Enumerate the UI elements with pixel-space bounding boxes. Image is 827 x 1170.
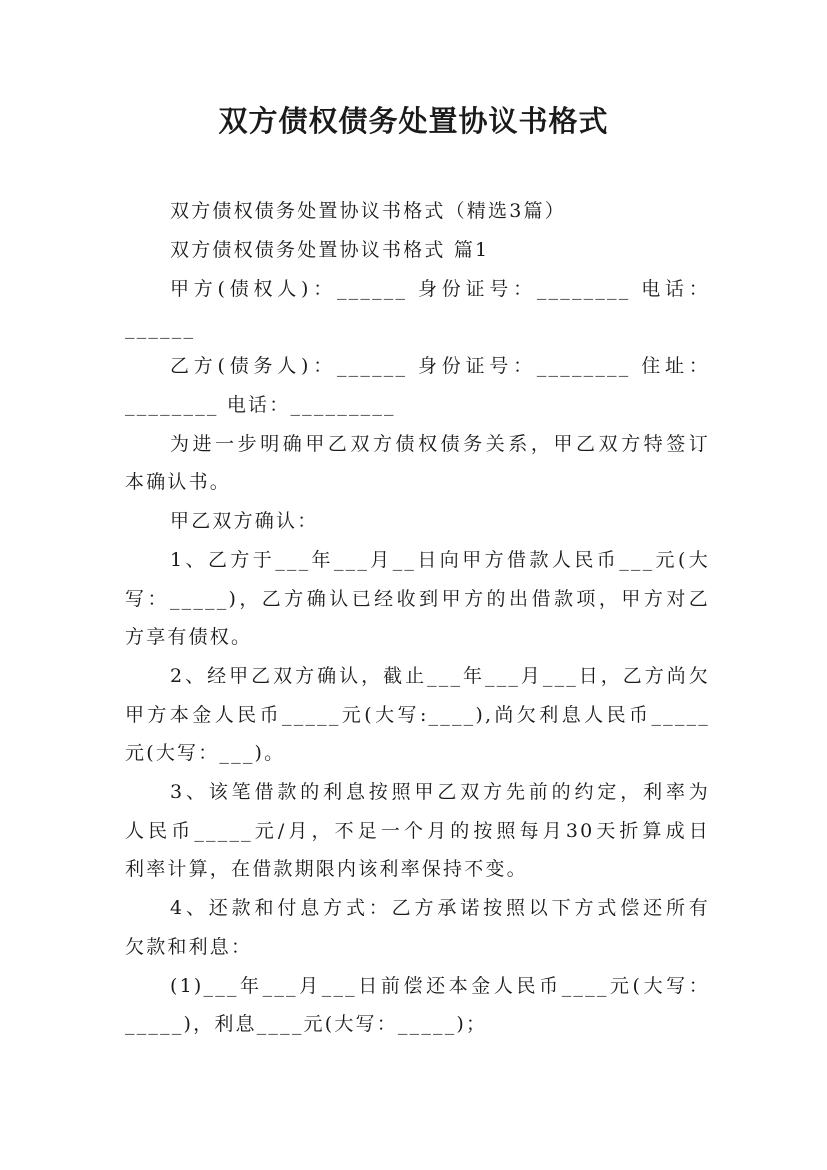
- clause-1-line: 1、乙方于___年___月__日向甲方借款人民币___元(大: [170, 549, 710, 571]
- clause-4-line: 欠款和利息：: [125, 936, 253, 958]
- clause-3-line: 3、该笔借款的利息按照甲乙双方先前的约定，利率为: [170, 781, 710, 803]
- party-b-line-cont: ________ 电话：_________: [125, 394, 396, 416]
- clause-3-line: 人民币_____元/月，不足一个月的按照每月30天折算成日: [125, 820, 710, 842]
- party-a-line-cont: ______: [125, 317, 196, 339]
- party-a-line: 甲方(债权人)：______ 身份证号：________ 电话：: [170, 278, 710, 300]
- party-b-line: 乙方(债务人)：______ 身份证号：________ 住址：: [170, 355, 710, 377]
- clause-2-line: 2、经甲乙双方确认，截止___年___月___日，乙方尚欠: [170, 665, 710, 687]
- clause-2-line: 元(大写：___)。: [125, 742, 286, 764]
- clause-1-line: 写：_____)，乙方确认已经收到甲方的出借款项，甲方对乙: [125, 588, 710, 610]
- clause-3-line: 利率计算，在借款期限内该利率保持不变。: [125, 858, 528, 880]
- paragraph-intro-line: 为进一步明确甲乙双方债权债务关系，甲乙双方特签订: [170, 433, 710, 455]
- confirm-heading: 甲乙双方确认：: [170, 510, 319, 532]
- clause-4-item-1-line: (1)___年___月___日前偿还本金人民币____元(大写：: [170, 975, 710, 997]
- paragraph-intro-line-cont: 本确认书。: [125, 471, 232, 493]
- subtitle-line: 双方债权债务处置协议书格式（精选3篇）: [170, 200, 566, 222]
- document-title: 双方债权债务处置协议书格式: [218, 104, 609, 138]
- clause-4-line: 4、还款和付息方式：乙方承诺按照以下方式偿还所有: [170, 897, 710, 919]
- section-heading: 双方债权债务处置协议书格式 篇1: [170, 239, 490, 261]
- clause-2-line: 甲方本金人民币_____元(大写:____),尚欠利息人民币_____: [125, 704, 710, 726]
- clause-4-item-1-line: _____)，利息____元(大写：_____)；: [125, 1013, 488, 1035]
- clause-1-line: 方享有债权。: [125, 626, 253, 648]
